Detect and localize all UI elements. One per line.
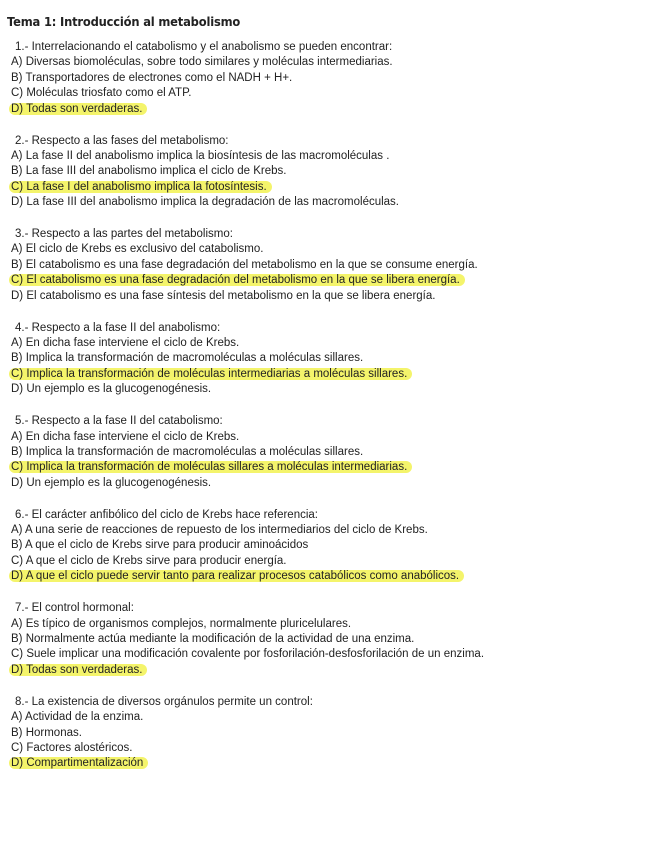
question-stem: 4.- Respecto a la fase II del anabolismo: <box>15 321 221 334</box>
answer-option <box>11 710 651 725</box>
option-text: B) Implica la transformación de macromoléculas a moléculas sillares. <box>11 352 364 365</box>
option-text: D) Todas son verdaderas. <box>9 664 147 676</box>
answer-option-highlighted <box>11 756 651 771</box>
option-text: A) Diversas biomoléculas, sobre todo similares y moléculas intermediarias. <box>11 56 393 69</box>
answer-option <box>11 149 651 164</box>
question-5 <box>11 414 651 491</box>
option-text: C) Factores alostéricos. <box>11 741 133 754</box>
option-text: D) Un ejemplo es la glucogenogénesis. <box>11 476 212 489</box>
answer-option-highlighted <box>11 102 651 117</box>
answer-option-highlighted <box>11 273 651 288</box>
option-text: A) Es típico de organismos complejos, normalmente pluricelulares. <box>11 617 352 630</box>
option-text: A) En dicha fase interviene el ciclo de Krebs. <box>11 430 240 443</box>
option-text: B) A que el ciclo de Krebs sirve para producir aminoácidos <box>11 539 309 552</box>
question-stem: 5.- Respecto a la fase II del catabolismo: <box>15 415 223 428</box>
question-4 <box>11 321 651 398</box>
answer-option <box>11 382 651 397</box>
option-text: C) A que el ciclo de Krebs sirve para producir energía. <box>11 554 287 567</box>
option-text: C) Implica la transformación de moléculas intermediarias a moléculas sillares. <box>9 368 412 380</box>
option-text: A) La fase II del anabolismo implica la biosíntesis de las macromoléculas . <box>11 149 390 162</box>
answer-option <box>11 71 651 86</box>
option-text: B) La fase III del anabolismo implica el ciclo de Krebs. <box>11 165 287 178</box>
option-text: A) En dicha fase interviene el ciclo de Krebs. <box>11 337 240 349</box>
answer-option-highlighted <box>11 180 651 195</box>
question-stem: 2.- Respecto a las fases del metabolismo: <box>15 134 229 147</box>
question-2 <box>11 134 651 211</box>
answer-option <box>11 258 651 273</box>
option-text: D) Compartimentalización <box>9 757 148 769</box>
option-text: D) Un ejemplo es la glucogenogénesis. <box>11 383 212 396</box>
question-3 <box>11 227 651 304</box>
answer-option <box>11 195 651 210</box>
option-text: D) A que el ciclo puede servir tanto para realizar procesos catabólicos como anabólicos. <box>9 570 464 582</box>
question-stem: 6.- El carácter anfibólico del ciclo de Krebs hace referencia: <box>15 508 318 521</box>
question-stem: 1.- Interrelacionando el catabolismo y el anabolismo se pueden encontrar: <box>15 41 393 53</box>
answer-option <box>11 554 651 569</box>
option-text: D) La fase III del anabolismo implica la degradación de las macromoléculas. <box>11 196 400 209</box>
answer-option <box>11 476 651 491</box>
quiz <box>11 40 651 788</box>
answer-option <box>11 55 651 70</box>
question-6 <box>11 508 651 585</box>
option-text: B) Hormonas. <box>11 726 82 739</box>
answer-option-highlighted <box>11 569 651 584</box>
question-8 <box>11 695 651 772</box>
answer-option <box>11 351 651 366</box>
answer-option <box>11 242 651 257</box>
option-text: B) Implica la transformación de macromoléculas a moléculas sillares. <box>11 445 364 458</box>
answer-option <box>11 538 651 553</box>
question-stem: 8.- La existencia de diversos orgánulos permite un control: <box>15 695 313 708</box>
question-1 <box>11 40 651 117</box>
option-text: D) Todas son verdaderas. <box>9 103 147 115</box>
option-text: A) Actividad de la enzima. <box>11 711 144 724</box>
answer-option <box>11 741 651 756</box>
option-text: C) Implica la transformación de moléculas sillares a moléculas intermediarias. <box>9 461 412 473</box>
answer-option-highlighted <box>11 460 651 475</box>
question-stem: 7.- El control hormonal: <box>15 602 134 615</box>
answer-option <box>11 647 651 662</box>
answer-option <box>11 164 651 179</box>
option-text: B) Normalmente actúa mediante la modificación de la actividad de una enzima. <box>11 633 415 645</box>
answer-option <box>11 617 651 632</box>
answer-option <box>11 445 651 460</box>
option-text: B) Transportadores de electrones como el NADH + H+. <box>11 71 293 84</box>
answer-option <box>11 289 651 304</box>
page-title: Tema 1: Introducción al metabolismo <box>7 14 241 29</box>
option-text: B) El catabolismo es una fase degradación del metabolismo en la que se consume energía. <box>11 258 478 271</box>
option-text: A) A una serie de reacciones de repuesto de los intermediarios del ciclo de Krebs. <box>11 524 428 537</box>
answer-option <box>11 86 651 101</box>
question-7 <box>11 601 651 678</box>
option-text: C) La fase I del anabolismo implica la fotosíntesis. <box>9 181 272 193</box>
question-stem: 3.- Respecto a las partes del metabolismo: <box>15 228 233 241</box>
option-text: D) El catabolismo es una fase síntesis del metabolismo en la que se libera energía. <box>11 289 436 302</box>
answer-option <box>11 523 651 538</box>
answer-option <box>11 430 651 445</box>
answer-option-highlighted <box>11 367 651 382</box>
answer-option <box>11 336 651 351</box>
answer-option <box>11 632 651 647</box>
option-text: A) El ciclo de Krebs es exclusivo del catabolismo. <box>11 243 264 256</box>
option-text: C) Moléculas triosfato como el ATP. <box>11 87 192 100</box>
answer-option-highlighted <box>11 663 651 678</box>
option-text: C) Suele implicar una modificación covalente por fosforilación-desfosforilación de un enzima. <box>11 648 485 661</box>
answer-option <box>11 726 651 741</box>
option-text: C) El catabolismo es una fase degradación del metabolismo en la que se libera energía. <box>9 274 465 286</box>
